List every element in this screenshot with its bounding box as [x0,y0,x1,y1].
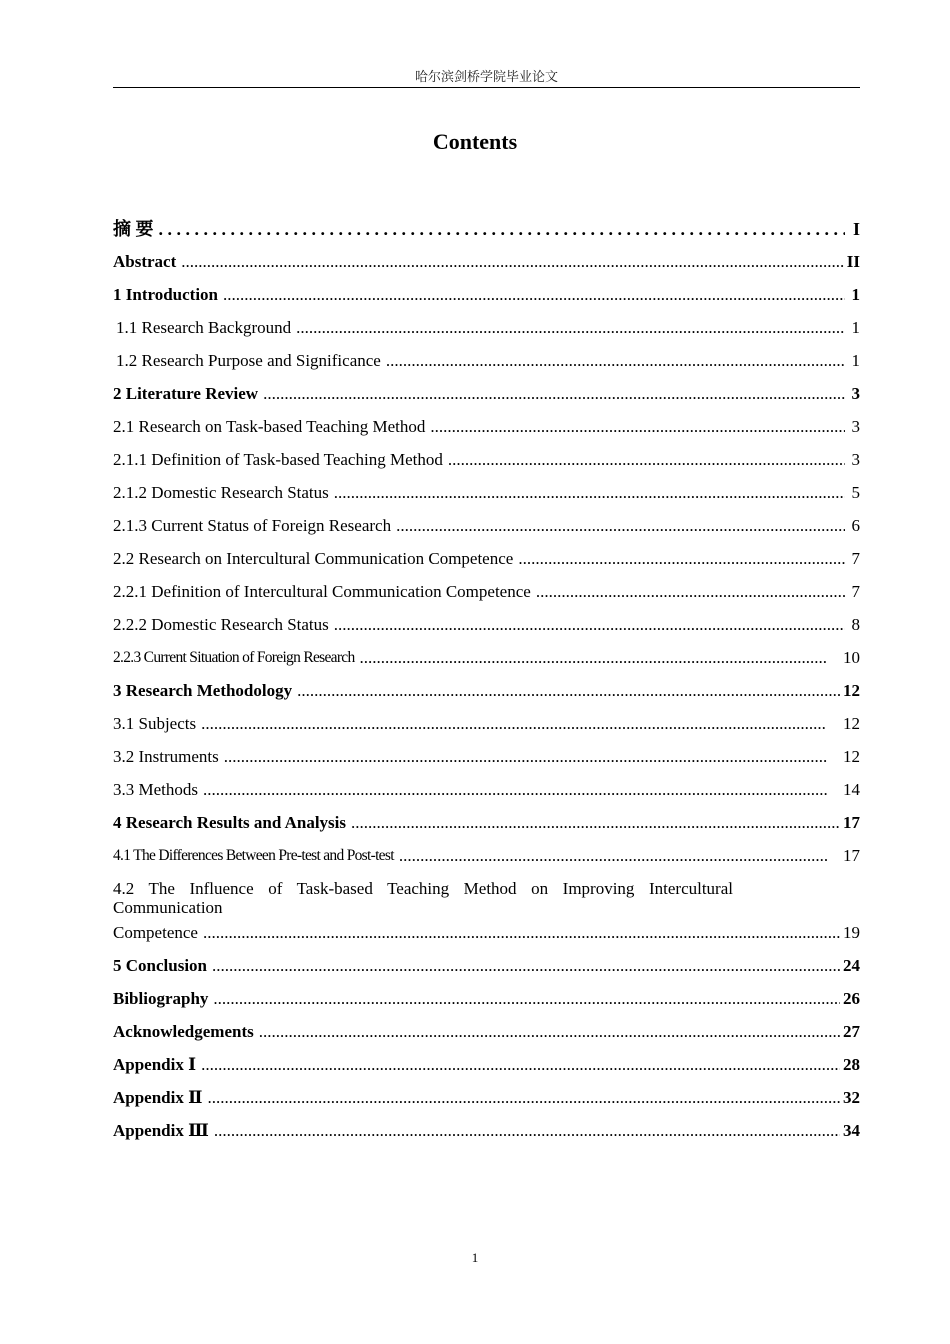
toc-entry-page: 10 [843,648,860,667]
dot-leader [213,988,840,1010]
table-of-contents [113,206,860,1146]
toc-entry-3-1[interactable] [113,706,860,739]
dot-leader [181,251,844,273]
toc-entry-label: Appendix Ⅱ [113,1088,203,1107]
toc-entry-2-2-2[interactable] [113,607,860,640]
toc-entry-conclusion[interactable] [113,948,860,981]
toc-entry-appendix-1[interactable] [113,1047,860,1080]
running-header: 哈尔滨剑桥学院毕业论文 [113,68,860,88]
toc-entry-2-1-2[interactable] [113,475,860,508]
toc-entry-label: 2.1 Research on Task-based Teaching Method [113,417,426,436]
toc-entry-page: 28 [843,1055,860,1074]
toc-entry-page: 1 [851,351,860,370]
dot-leader [214,1120,840,1142]
toc-entry-label: 3 Research Methodology [113,681,293,700]
toc-entry-label: 3.1 Subjects [113,714,197,733]
toc-entry-label: 2.2 Research on Intercultural Communication Competence [113,549,514,568]
toc-entry-label: Abstract [113,252,177,271]
toc-entry-label: Acknowledgements [113,1022,254,1041]
dot-leader [334,482,845,504]
toc-entry-page: 24 [843,956,860,975]
toc-entry-page: 1 [851,318,860,337]
toc-entry-page: 12 [843,714,860,733]
toc-entry-bibliography[interactable] [113,981,860,1014]
toc-entry-page: 34 [843,1121,860,1140]
toc-entry-label-line1: 4.2 The Influence of Task-based Teaching Method on Improving Intercultural Communication [113,879,733,917]
toc-entry-page: 7 [851,582,860,601]
toc-entry-label: 3.2 Instruments [113,747,219,766]
dot-leader [201,713,827,735]
toc-entry-page: 8 [851,615,860,634]
toc-entry-4-2-heading[interactable] [113,871,860,915]
toc-entry-label: Competence [113,923,198,942]
dot-leader [224,746,827,768]
toc-entry-appendix-3[interactable] [113,1113,860,1146]
toc-entry-4-2[interactable] [113,915,860,948]
dot-leader [203,779,827,801]
toc-entry-3-2[interactable] [113,739,860,772]
toc-entry-page: 12 [843,747,860,766]
dot-leader [518,548,845,570]
toc-entry-1-1[interactable] [113,310,860,343]
toc-entry-2-2-1[interactable] [113,574,860,607]
dot-leader [334,614,845,636]
toc-entry-label: 2.2.3 Current Situation of Foreign Research [113,649,355,666]
toc-entry-page: I [852,219,860,239]
toc-entry-page: 26 [843,989,860,1008]
toc-entry-page: 14 [843,780,860,799]
toc-entry-results-analysis[interactable] [113,805,860,838]
toc-entry-label: 2 Literature Review [113,384,259,403]
dot-leader [212,955,840,977]
toc-entry-3-3[interactable] [113,772,860,805]
toc-entry-label: Appendix Ⅲ [113,1121,209,1140]
toc-entry-label: 2.1.1 Definition of Task-based Teaching Method [113,450,443,469]
toc-entry-label: 5 Conclusion [113,956,207,975]
toc-entry-page: 17 [843,813,860,832]
toc-entry-page: 19 [843,923,860,942]
toc-entry-label: 4 Research Results and Analysis [113,813,346,832]
dot-leader [296,317,845,339]
toc-entry-page: II [846,252,860,271]
dot-leader [386,350,845,372]
toc-entry-appendix-2[interactable] [113,1080,860,1113]
toc-entry-label: 2.1.3 Current Status of Foreign Research [113,516,392,535]
dot-leader [259,1021,840,1043]
dot-leader [430,416,845,438]
dot-leader [396,515,845,537]
dot-leader [223,284,845,306]
toc-entry-label: 1.1 Research Background [116,318,292,337]
toc-entry-2-2[interactable] [113,541,860,574]
toc-entry-page: 27 [843,1022,860,1041]
toc-entry-introduction[interactable] [113,277,860,310]
toc-entry-page: 17 [843,846,860,865]
toc-entry-page: 1 [851,285,860,304]
toc-entry-page: 7 [851,549,860,568]
toc-entry-literature-review[interactable] [113,376,860,409]
toc-entry-page: 32 [843,1088,860,1107]
toc-entry-2-1[interactable] [113,409,860,442]
toc-entry-2-1-3[interactable] [113,508,860,541]
dot-leader [448,449,845,471]
toc-entry-label: 3.3 Methods [113,780,198,799]
toc-entry-label: 2.1.2 Domestic Research Status [113,483,329,502]
toc-entry-page: 12 [843,681,860,700]
toc-entry-page: 3 [851,384,860,403]
dot-leader [159,218,846,240]
dot-leader [207,1087,840,1109]
toc-entry-research-methodology[interactable] [113,673,860,706]
page-title: Contents [432,129,518,154]
toc-entry-label: 2.2.1 Definition of Intercultural Communication Competence [113,582,531,601]
toc-entry-abstract-cn[interactable] [113,206,860,244]
dot-leader [201,1054,840,1076]
toc-entry-label: 1 Introduction [113,285,219,304]
toc-entry-page: 3 [851,450,860,469]
toc-entry-label: 1.2 Research Purpose and Significance [116,351,381,370]
toc-entry-label: Bibliography [113,989,209,1008]
dot-leader [351,812,840,834]
dot-leader [399,845,827,867]
dot-leader [360,647,827,669]
dot-leader [297,680,840,702]
toc-entry-2-2-3[interactable] [113,640,860,673]
toc-entry-4-1[interactable] [113,838,860,871]
toc-entry-page: 5 [851,483,860,502]
toc-entry-label: 4.1 The Differences Between Pre-test and Post-test [113,847,394,864]
dot-leader [263,383,845,405]
toc-entry-label: 摘 要 [113,219,154,239]
toc-entry-label: Appendix Ⅰ [113,1055,197,1074]
toc-entry-label: 2.2.2 Domestic Research Status [113,615,329,634]
toc-entry-1-2[interactable] [113,343,860,376]
page-number: 1 [471,1250,479,1265]
toc-entry-abstract[interactable] [113,244,860,277]
toc-entry-page: 3 [851,417,860,436]
toc-entry-2-1-1[interactable] [113,442,860,475]
toc-entry-page: 6 [851,516,860,535]
dot-leader [536,581,845,603]
toc-entry-acknowledgements[interactable] [113,1014,860,1047]
dot-leader [203,922,840,944]
